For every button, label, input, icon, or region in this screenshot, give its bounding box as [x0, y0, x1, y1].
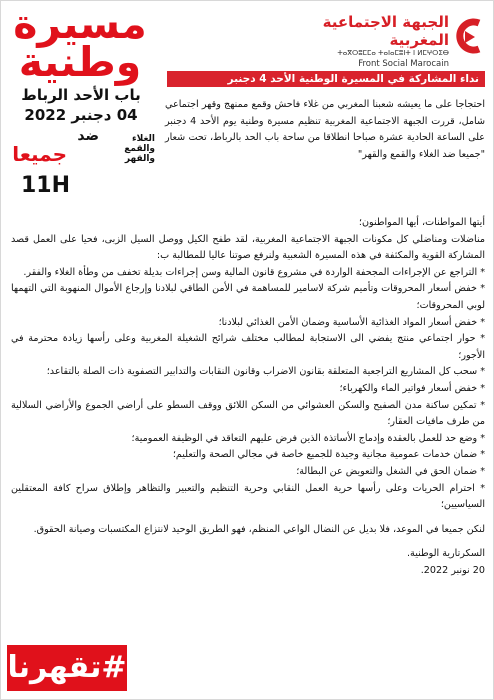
intro-text: احتجاجا على ما يعيشه شعبنا المغربي من غلاء فاحش وقمع ممنهج وقهر اجتماعي شامل، قررت الجبهة الاجتماعية المغربية تنظيم مسيرة وطنية يوم الأحد 4 دجنبر على الساعة الحادية عشرة صباحا انطلاقا من ساحة باب الحد بالرباط، تحت شعار "جميعا ضد الغلاء والقمع والقهر": [165, 99, 486, 160]
demand-item: * احترام الحريات وعلى رأسها حرية العمل النقابي وحرية التنظيم والتعبير والتظاهر وإطلاق سراح كافة المعتقلين السياسيين؛: [11, 482, 485, 511]
slogan-against: ضد: [77, 128, 99, 144]
demand-item: * سحب كل المشاريع التراجعية المتعلقة بقانون الاضراب وقانون النقابات والتدابير التصفوية ذات الصلة بالتقاعد؛: [46, 366, 485, 378]
poster-slogan: [12, 128, 155, 172]
closing-text: لنكن جميعا في الموعد، فلا بديل عن النضال الواعي المنظم، فهو الطريق الوحيد لانتزاع المكتسبات وصيانة الحقوق.: [33, 523, 485, 535]
demand-item: * تمكين ساكنة مدن الصفيح والسكن العشوائي من السكن اللائق ووقف السطو على أراضي الجموع والأراضي السلالية من طرف مافيات العقار؛: [11, 399, 485, 428]
demand-item: * ضمان الحق في الشغل والتعويض عن البطالة؛: [296, 465, 485, 477]
demands-list: [11, 265, 485, 514]
logo-emblem-icon: [453, 17, 485, 57]
signature-date: 20 نونبر 2022.: [420, 564, 485, 576]
slogan-line-2: والقمع: [124, 144, 155, 154]
demand-item: * ضمان خدمات عمومية مجانية وجيدة للجميع خاصة في مجالي الصحة والتعليم؛: [172, 449, 485, 461]
demand-item: * خفض أسعار المواد الغذائية الأساسية وضمان الأمن الغذائي لبلادنا؛: [218, 316, 485, 328]
poster-title: مسيرة وطنية: [13, 0, 147, 86]
demand-item: * وضع حد للعمل بالعقدة وإدماج الأساتذة الذين فرض عليهم التعاقد في الوظيفة العمومية؛: [131, 432, 485, 444]
organization-logo: [319, 13, 485, 71]
signature: السكرتارية الوطنية.: [407, 548, 485, 560]
demand-item: * خفض أسعار فواتير الماء والكهرباء؛: [339, 382, 485, 394]
logo-name-arabic: الجبهة الاجتماعية المغربية: [322, 13, 449, 49]
slogan-lines: [95, 134, 155, 164]
greeting: أيتها المواطنات، أيها المواطنون؛: [358, 217, 485, 228]
logo-name-french: Front Social Marocain: [358, 59, 449, 69]
demand-item: * التراجع عن الإجراءات المجحفة الواردة في مشروع قانون المالية وسن إجراءات بديلة تخفف من وطأة الغلاء والفقر.: [23, 266, 485, 278]
demand-item: * خفض أسعار المحروقات وتأميم شركة لاسامير للمساهمة في الأمن الطاقي لبلادنا وإرجاع الأموال المنهوبة التي التهمها لوبي المحروقات؛: [11, 283, 485, 311]
slogan-all: جميعا: [12, 142, 67, 166]
main-text: [11, 215, 485, 579]
demand-item: * حوار اجتماعي منتج يفضي الى الاستجابة لمطالب مختلف شرائح الشغيلة المغربية وعلى رأسها زيادة محترمة في الأجور؛: [11, 333, 485, 361]
logo-name-amazigh: ⵜⴰⴳⵔⵓⵎⵎⴰ ⵜⴰⵏⴰⵎⵓⵏⵜ ⵏ ⵍⵎⵖⵔⵉⴱ: [337, 49, 449, 57]
poster-date: 04 دجنبر 2022: [24, 106, 138, 124]
poster-place: باب الأحد الرباط: [21, 86, 141, 104]
call-to-action: مناضلات ومناضلي كل مكونات الجبهة الاجتماعية المغربية، لقد طفح الكيل ووصل السيل الزبى، فحيا على العمل قصد المشاركة القوية والمكثفة في هذه المسيرة الشعبية ولنرفع صوتنا عاليا للمطالبة ب:: [11, 233, 485, 262]
subtitle-banner: نداء المشاركة في المسيرة الوطنية الأحد 4 دجنبر: [167, 71, 485, 87]
hashtag-stamp: #تقهرنا: [7, 645, 127, 691]
slogan-line-1: الغلاء: [132, 134, 155, 144]
poster-time: 11H: [21, 173, 71, 198]
slogan-line-3: والقهر: [124, 154, 155, 164]
intro-paragraph: [165, 97, 485, 163]
